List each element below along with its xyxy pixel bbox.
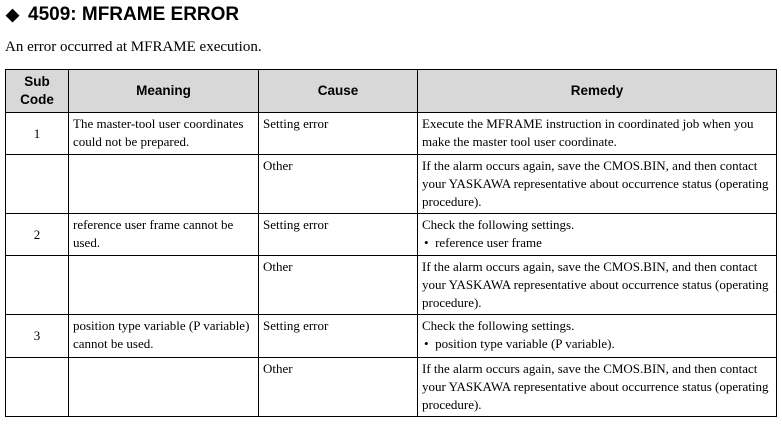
remedy-bullet-text: reference user frame [435, 235, 542, 250]
cell-sub-code [6, 358, 69, 417]
cell-sub-code [6, 256, 69, 315]
cell-remedy: If the alarm occurs again, save the CMOS.BIN, and then contact your YASKAWA representative about occurrence status (operating procedure). [418, 358, 777, 417]
cell-meaning: position type variable (P variable) cannot be used. [69, 315, 259, 358]
header-cause: Cause [259, 70, 418, 113]
cell-sub-code: 3 [6, 315, 69, 358]
cell-meaning: The master-tool user coordinates could not be prepared. [69, 113, 259, 155]
bullet-icon: • [424, 235, 436, 250]
cell-cause: Other [259, 256, 418, 315]
header-sub-code-line1: Sub [24, 74, 50, 89]
cell-cause: Setting error [259, 214, 418, 256]
remedy-bullet-item [422, 335, 772, 353]
diamond-icon: ◆ [6, 5, 20, 24]
remedy-bullet-item [422, 234, 772, 252]
cell-remedy: Execute the MFRAME instruction in coordinated job when you make the master tool user coordinate. [418, 113, 777, 155]
cell-cause: Setting error [259, 113, 418, 155]
error-table [5, 69, 777, 417]
table-row [6, 256, 777, 315]
error-description: An error occurred at MFRAME execution. [5, 39, 262, 55]
cell-meaning [69, 256, 259, 315]
table-row [6, 315, 777, 358]
bullet-icon: • [424, 336, 436, 351]
cell-remedy [418, 315, 777, 358]
table-row [6, 214, 777, 256]
page-title [6, 2, 239, 28]
cell-meaning [69, 358, 259, 417]
page-title-text: 4509: MFRAME ERROR [28, 4, 240, 25]
remedy-text: Check the following settings. [422, 318, 575, 333]
cell-cause: Other [259, 155, 418, 214]
table-header-row [6, 70, 777, 113]
cell-meaning: reference user frame cannot be used. [69, 214, 259, 256]
table-row [6, 113, 777, 155]
header-remedy: Remedy [418, 70, 777, 113]
cell-sub-code: 2 [6, 214, 69, 256]
cell-remedy [418, 214, 777, 256]
table-row [6, 358, 777, 417]
remedy-bullet-text: position type variable (P variable). [435, 336, 615, 351]
header-meaning: Meaning [69, 70, 259, 113]
table-row [6, 155, 777, 214]
cell-cause: Other [259, 358, 418, 417]
cell-remedy: If the alarm occurs again, save the CMOS.BIN, and then contact your YASKAWA representative about occurrence status (operating procedure). [418, 155, 777, 214]
cell-cause: Setting error [259, 315, 418, 358]
header-sub-code-line2: Code [20, 92, 54, 107]
cell-remedy: If the alarm occurs again, save the CMOS.BIN, and then contact your YASKAWA representative about occurrence status (operating procedure). [418, 256, 777, 315]
header-sub-code [6, 70, 69, 113]
cell-sub-code: 1 [6, 113, 69, 155]
cell-meaning [69, 155, 259, 214]
remedy-text: Check the following settings. [422, 217, 575, 232]
cell-sub-code [6, 155, 69, 214]
